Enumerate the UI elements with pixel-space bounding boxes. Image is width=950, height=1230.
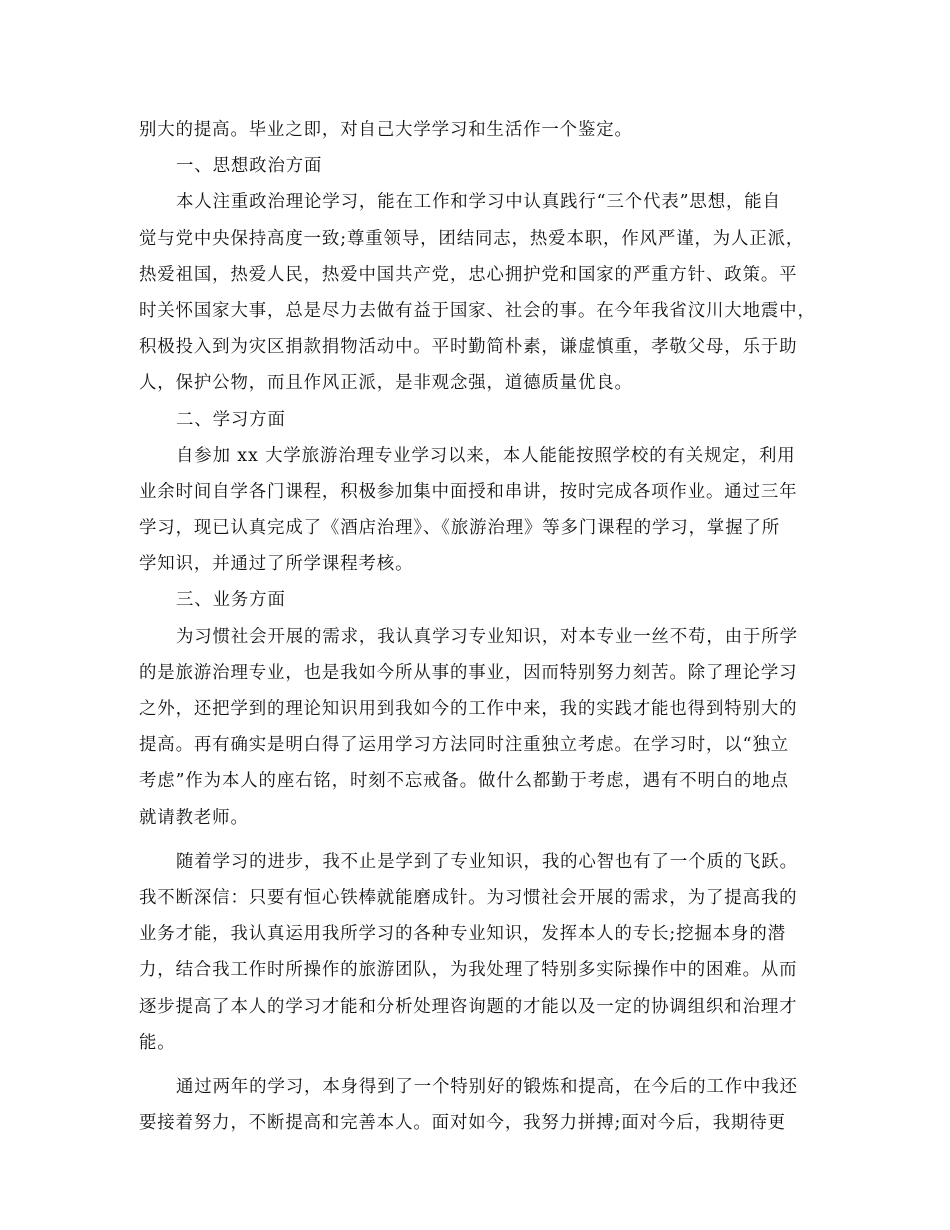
text-line: 本人注重政治理论学习，能在工作和学习中认真践行“三个代表”思想，能自 bbox=[176, 192, 781, 213]
text-line: 一、思想政治方面 bbox=[176, 156, 323, 177]
text-line: 之外，还把学到的理论知识用到我如今的工作中来，我的实践才能也得到特别大的 bbox=[139, 699, 798, 719]
text-line: 通过两年的学习，本身得到了一个特别好的锻炼和提高，在今后的工作中我还 bbox=[176, 1076, 798, 1097]
text-line: 三、业务方面 bbox=[176, 590, 286, 611]
text-line: 逐步提高了本人的学习才能和分析处理咨询题的才能以及一定的协调组织和治理才 bbox=[139, 996, 798, 1017]
text-line: 要接着努力，不断提高和完善本人。面对如今，我努力拼搏;面对今后，我期待更 bbox=[139, 1113, 786, 1134]
text-line: 考虑”作为本人的座右铭，时刻不忘戒备。做什么都勤于考虑，遇有不明白的地点 bbox=[139, 771, 789, 792]
text-line: 自参加 xx 大学旅游治理专业学习以来，本人能能按照学校的有关规定，利用 bbox=[176, 445, 796, 466]
text-line: 为习惯社会开展的需求，我认真学习专业知识，对本专业一丝不苟，由于所学 bbox=[176, 626, 798, 647]
text-line: 学知识，并通过了所学课程考核。 bbox=[139, 554, 414, 575]
document-body bbox=[139, 112, 815, 1141]
text-line: 积极投入到为灾区捐款捐物活动中。平时勤简朴素，谦虚慎重，孝敬父母，乐于助 bbox=[139, 337, 798, 358]
text-line: 业余时间自学各门课程，积极参加集中面授和串讲，按时完成各项作业。通过三年 bbox=[139, 481, 798, 502]
text-line: 时关怀国家大事，总是尽力去做有益于国家、社会的事。在今年我省汶川大地震中， bbox=[139, 300, 816, 321]
text-line: 提高。再有确实是明白得了运用学习方法同时注重独立考虑。在学习时，以“独立 bbox=[139, 735, 789, 756]
text-line: 就请教老师。 bbox=[139, 807, 249, 828]
text-line: 力，结合我工作时所操作的旅游团队，为我处理了特别多实际操作中的困难。从而 bbox=[139, 960, 798, 981]
text-line: 热爱祖国，热爱人民，热爱中国共产党，忠心拥护党和国家的严重方针、政策。平 bbox=[139, 264, 798, 285]
text-line: 二、学习方面 bbox=[176, 409, 286, 430]
paragraph-gap bbox=[139, 1061, 815, 1069]
text-line: 随着学习的进步，我不止是学到了专业知识，我的心智也有了一个质的飞跃。 bbox=[176, 851, 798, 872]
text-line: 学习，现已认真完成了《酒店治理》、《旅游治理》等多门课程的学习，掌握了所 bbox=[139, 518, 781, 539]
text-line: 业务才能，我认真运用我所学习的各种专业知识，发挥本人的专长;挖掘本身的潜 bbox=[139, 924, 786, 945]
text-line: 我不断深信：只要有恒心铁棒就能磨成针。为习惯社会开展的需求，为了提高我的 bbox=[139, 887, 798, 908]
paragraph-gap bbox=[139, 836, 815, 844]
text-line: 觉与党中央保持高度一致;尊重领导，团结同志，热爱本职，作风严谨，为人正派， bbox=[139, 228, 805, 249]
text-line: 能。 bbox=[139, 1032, 176, 1053]
text-line: 人，保护公物，而且作风正派，是非观念强，道德质量优良。 bbox=[139, 373, 633, 394]
text-line: 别大的提高。毕业之即，对自己大学学习和生活作一个鉴定。 bbox=[139, 120, 633, 140]
text-line: 的是旅游治理专业，也是我如今所从事的事业，因而特别努力刻苦。除了理论学习 bbox=[139, 662, 798, 683]
